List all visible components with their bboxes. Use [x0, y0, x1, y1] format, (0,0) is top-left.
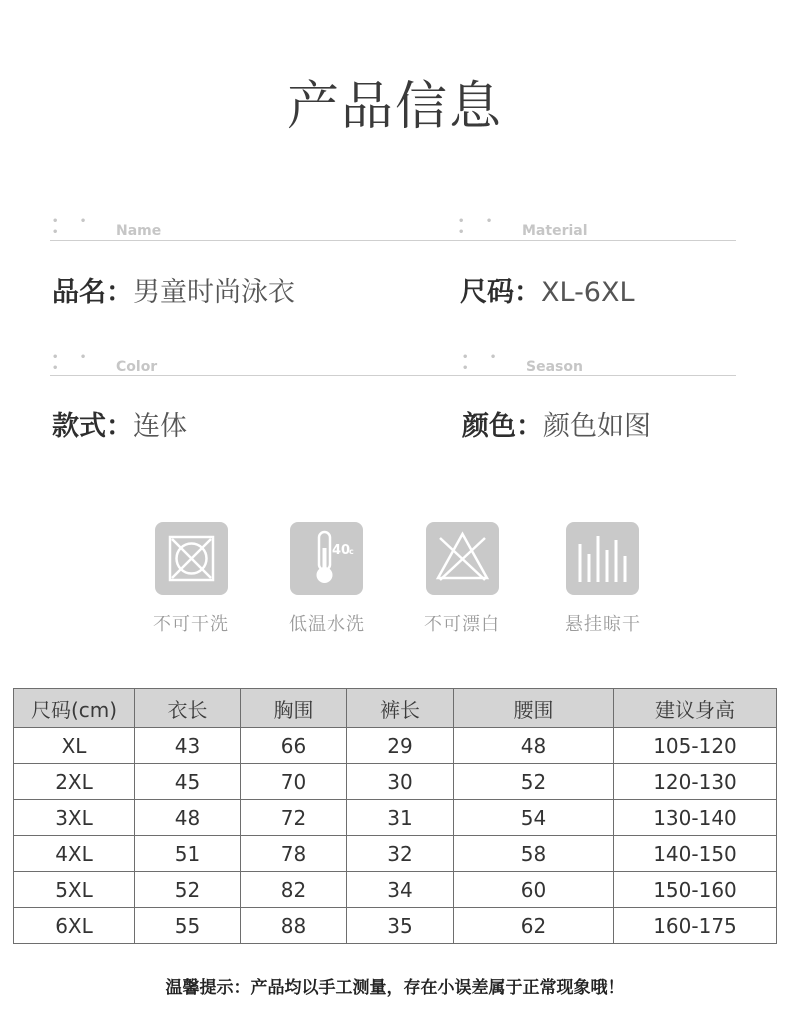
footer-tip: 温馨提示：产品均以手工测量，存在小误差属于正常现象哦！ [165, 978, 625, 998]
table-cell: 52 [454, 764, 614, 800]
dots-decoration: • • • [52, 216, 96, 238]
table-cell: 150-160 [614, 872, 777, 908]
table-cell: 31 [347, 800, 454, 836]
column-header: 建议身高 [614, 689, 777, 728]
column-header: 胸围 [241, 689, 347, 728]
table-header-row [14, 689, 777, 728]
field-value: 连体 [133, 411, 187, 442]
dots-decoration: • • • [458, 216, 502, 238]
table-cell: 6XL [14, 908, 135, 944]
table-cell: 43 [135, 728, 241, 764]
table-cell: 32 [347, 836, 454, 872]
table-cell: 2XL [14, 764, 135, 800]
table-cell: 120-130 [614, 764, 777, 800]
table-cell: 88 [241, 908, 347, 944]
field-value: 男童时尚泳衣 [133, 277, 295, 308]
table-row [14, 836, 777, 872]
table-cell: 160-175 [614, 908, 777, 944]
care-label: 不可干洗 [153, 614, 229, 635]
field-size [460, 270, 635, 309]
table-cell: 4XL [14, 836, 135, 872]
column-header: 腰围 [454, 689, 614, 728]
dots-decoration: • • • [52, 352, 96, 374]
field-key: 颜色： [462, 411, 543, 442]
table-cell: 52 [135, 872, 241, 908]
divider-line [50, 375, 736, 376]
section-head-color [52, 352, 158, 375]
svg-text:c: c [349, 547, 354, 556]
table-cell: 72 [241, 800, 347, 836]
column-header: 裤长 [347, 689, 454, 728]
size-table [13, 688, 777, 944]
no-bleach-icon [426, 522, 499, 595]
field-value: XL-6XL [541, 277, 635, 308]
care-label: 低温水洗 [289, 614, 365, 635]
table-cell: 51 [135, 836, 241, 872]
table-row [14, 872, 777, 908]
field-product-name [52, 270, 295, 309]
table-cell: 48 [454, 728, 614, 764]
table-row [14, 800, 777, 836]
table-cell: 78 [241, 836, 347, 872]
field-key: 尺码： [460, 277, 541, 308]
thermometer-40c-icon [290, 522, 363, 595]
table-cell: 30 [347, 764, 454, 800]
section-head-season [462, 352, 583, 375]
table-cell: 105-120 [614, 728, 777, 764]
field-key: 品名： [52, 277, 133, 308]
table-cell: 48 [135, 800, 241, 836]
table-cell: 54 [454, 800, 614, 836]
field-style [52, 404, 187, 443]
hang-dry-icon [566, 522, 639, 595]
table-cell: 58 [454, 836, 614, 872]
section-label-season: Season [526, 359, 583, 375]
table-cell: 82 [241, 872, 347, 908]
no-tumble-dry-icon [155, 522, 228, 595]
table-cell: 130-140 [614, 800, 777, 836]
section-label-name: Name [116, 223, 162, 239]
table-cell: 5XL [14, 872, 135, 908]
table-cell: 45 [135, 764, 241, 800]
table-row [14, 908, 777, 944]
column-header: 尺码(cm) [14, 689, 135, 728]
section-head-name [52, 216, 162, 239]
table-cell: 60 [454, 872, 614, 908]
section-head-material [458, 216, 588, 239]
table-cell: 66 [241, 728, 347, 764]
table-row [14, 728, 777, 764]
table-cell: 35 [347, 908, 454, 944]
field-key: 款式： [52, 411, 133, 442]
care-label: 不可漂白 [424, 614, 500, 635]
table-cell: 3XL [14, 800, 135, 836]
table-cell: 55 [135, 908, 241, 944]
field-value: 颜色如图 [543, 411, 651, 442]
table-cell: 140-150 [614, 836, 777, 872]
table-cell: 70 [241, 764, 347, 800]
field-color [462, 404, 651, 443]
table-cell: XL [14, 728, 135, 764]
table-row [14, 764, 777, 800]
divider-line [50, 240, 736, 241]
dots-decoration: • • • [462, 352, 506, 374]
svg-text:40: 40 [332, 543, 351, 558]
section-label-material: Material [522, 223, 588, 239]
page-title: 产品信息 [286, 77, 503, 137]
column-header: 衣长 [135, 689, 241, 728]
table-cell: 62 [454, 908, 614, 944]
care-label: 悬挂晾干 [565, 614, 641, 635]
table-cell: 34 [347, 872, 454, 908]
table-cell: 29 [347, 728, 454, 764]
section-label-color: Color [116, 359, 158, 375]
